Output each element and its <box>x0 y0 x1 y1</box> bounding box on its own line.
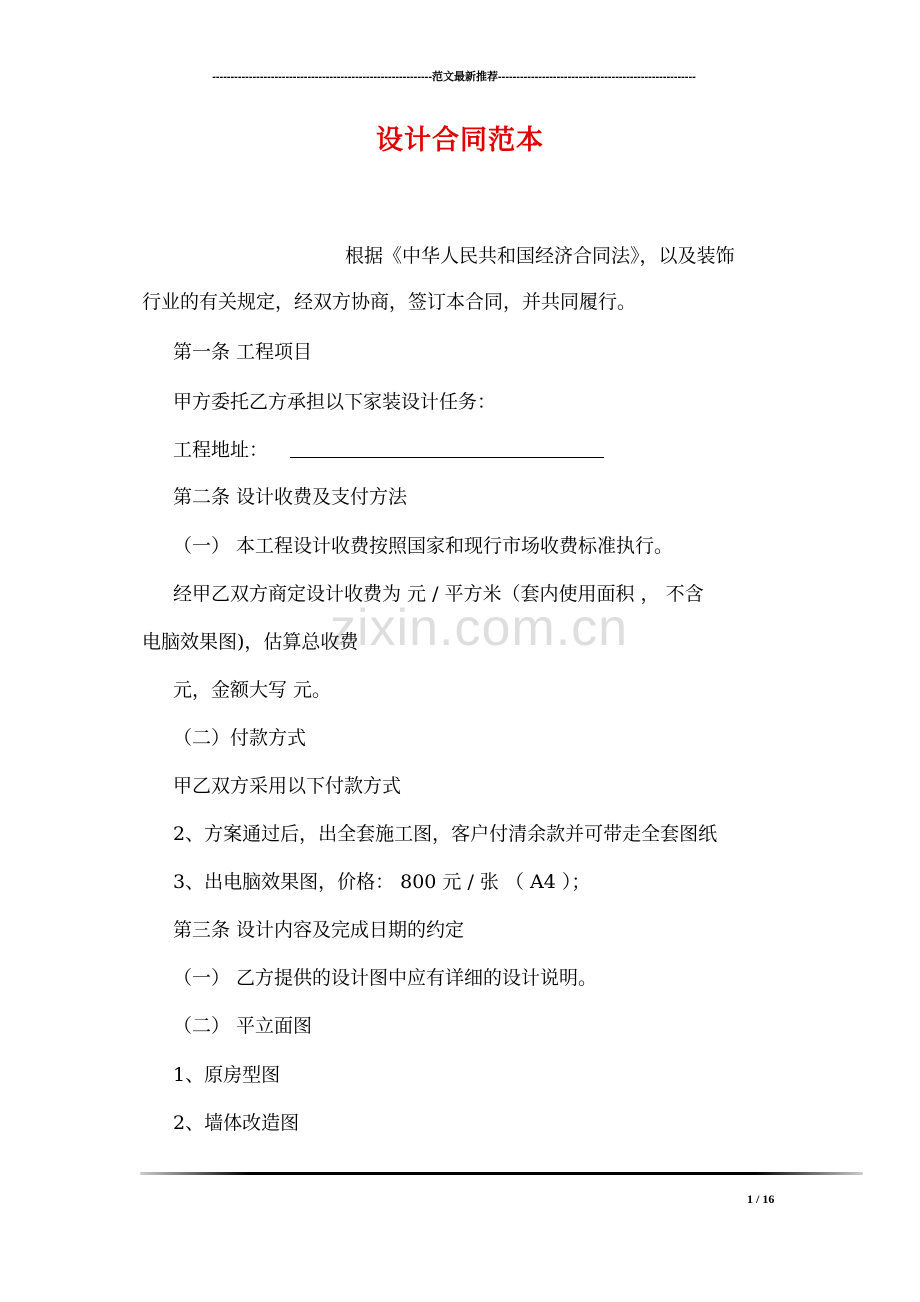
article-3-sub-2: （二） 平立面图 <box>173 1015 313 1037</box>
intro-line-1: 根据《中华人民共和国经济合同法》，以及装饰 <box>345 245 735 267</box>
payment-intro: 甲乙双方采用以下付款方式 <box>173 775 402 797</box>
payment-item-3: 3、出电脑效果图，价格： 800 元 / 张 （ A4 ）； <box>173 871 591 893</box>
article-2-sub-2: （二）付款方式 <box>173 727 307 749</box>
article-2-sub-1: （一） 本工程设计收费按照国家和现行市场收费标准执行。 <box>173 535 674 557</box>
document-title: 设计合同范本 <box>376 125 544 156</box>
footer-divider <box>140 1172 863 1175</box>
article-2-heading: 第二条 设计收费及支付方法 <box>173 486 408 508</box>
page-number: 1 / 16 <box>747 1192 775 1206</box>
header-banner: ------------------------------------------------------------范文最新推荐------------------------------------------------------ <box>212 71 696 83</box>
payment-item-2: 2、方案通过后，出全套施工图，客户付清余款并可带走全套图纸 <box>173 823 718 845</box>
drawing-item-2: 2、墙体改造图 <box>173 1112 300 1134</box>
fee-line-2: 电脑效果图)，估算总收费 <box>142 631 359 653</box>
watermark: zixin.com.cn <box>330 599 629 657</box>
fee-line-3: 元，金额大写 元。 <box>173 679 332 701</box>
fee-line-1: 经甲乙双方商定设计收费为 元 / 平方米（套内使用面积 ， 不含 <box>173 583 704 605</box>
intro-line-2: 行业的有关规定，经双方协商，签订本合同，并共同履行。 <box>142 291 637 313</box>
article-1-text: 甲方委托乙方承担以下家装设计任务： <box>173 391 497 413</box>
article-3-sub-1: （一） 乙方提供的设计图中应有详细的设计说明。 <box>173 967 598 989</box>
address-line <box>173 427 604 473</box>
address-label: 工程地址： <box>173 439 269 461</box>
address-blank <box>290 437 604 458</box>
article-3-heading: 第三条 设计内容及完成日期的约定 <box>173 919 465 941</box>
drawing-item-1: 1、原房型图 <box>173 1064 281 1086</box>
article-1-heading: 第一条 工程项目 <box>173 341 313 363</box>
